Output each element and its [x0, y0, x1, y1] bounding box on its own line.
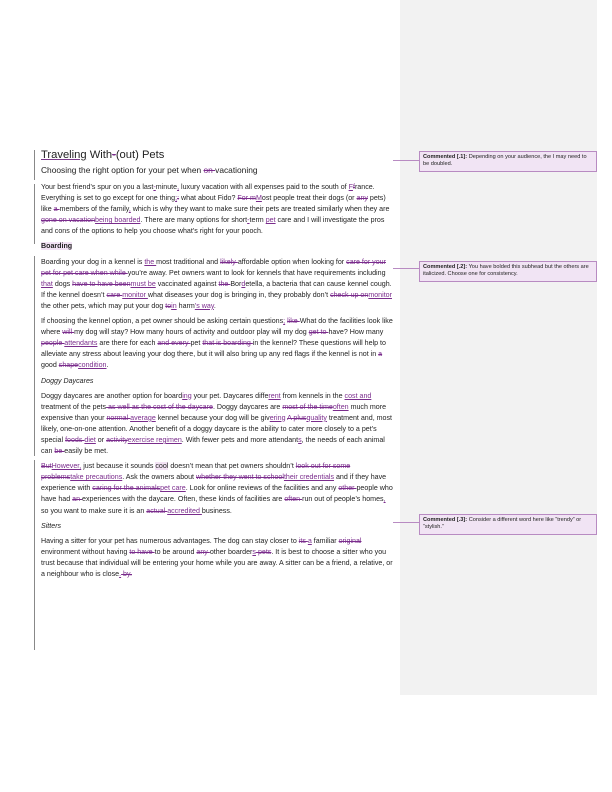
text-run: a [307, 536, 312, 545]
comment-label: Commented [.2]: [423, 264, 468, 270]
text-run: . [106, 361, 109, 370]
text-run: by. [121, 570, 132, 578]
comment-balloon-1[interactable] [419, 151, 597, 172]
text-run: . Look for online reviews of the facilities and any [185, 484, 339, 493]
text-run: much more expensive than your [41, 402, 387, 422]
text-run: . [213, 301, 216, 310]
text-run: . With fewer pets and more attendant [181, 435, 299, 444]
text-run: Having a sitter for your pet has numerous advantages. The dog can stay closer to [41, 536, 299, 545]
text-run: that is boarding [202, 339, 253, 348]
text-run: are there for each [97, 339, 158, 348]
text-run: . It is best to choose a sitter who you trust because that individual will be entering your home while you are away. A sitter can be a friend, a relative, or a neighbour who is close [41, 547, 393, 578]
intro-paragraph[interactable] [41, 182, 393, 237]
text-run: Doggy daycares are another option for board [41, 391, 183, 400]
text-run: being boarded [95, 216, 141, 225]
text-run: take precautions [70, 473, 123, 482]
text-run: rent [268, 391, 281, 400]
text-run: pet care [160, 484, 186, 493]
text-run: . Ask the owners about [122, 473, 196, 482]
text-run: , [177, 183, 180, 191]
boarding-paragraph-1[interactable] [41, 257, 393, 312]
text-run: or [95, 435, 107, 444]
text-run: . [119, 570, 122, 578]
text-run: condition [78, 361, 107, 370]
text-run: F [348, 183, 353, 191]
text-run: other [338, 484, 357, 493]
title-word: Traveling [41, 149, 87, 161]
text-run: in the kennel? These questions will help to alleviate any stress about leaving your dog there, but it will also bring up any red flags if the kennel is not in [41, 339, 386, 359]
text-run: a [378, 350, 383, 359]
text-run: any [196, 547, 210, 556]
text-run: be [54, 447, 65, 456]
comment-leader [393, 522, 419, 523]
heading-doggy-daycares[interactable]: Doggy Daycares [41, 376, 94, 385]
title-word: (out) Pets [115, 149, 165, 161]
text-run: cost and [344, 391, 372, 400]
daycare-paragraph-2[interactable] [41, 461, 393, 516]
text-run: caring for the animals [92, 484, 161, 493]
text-run: For m [237, 194, 256, 203]
text-run: easily be met. [64, 447, 109, 456]
text-run: so you want to make sure it is an [41, 506, 147, 515]
text-run: luxury vacation with all expenses paid to the south of [179, 183, 349, 191]
text-run: like [287, 317, 300, 326]
text-run: normal [106, 413, 131, 422]
text-run: their credentials [283, 473, 335, 482]
text-run: a [53, 205, 60, 214]
sitters-paragraph-1[interactable] [41, 536, 393, 580]
text-run: must be [130, 279, 156, 288]
text-run: attendants [64, 339, 98, 348]
text-run: , the needs of each animal can [41, 435, 385, 456]
text-run: minute [155, 183, 178, 191]
text-run: accredited [167, 506, 202, 515]
text-run: A plus [287, 413, 307, 422]
comment-text: Consider a different word here like “trendy” or “stylish.” [423, 517, 582, 531]
text-run: - [247, 216, 250, 225]
text-run: s [298, 435, 302, 444]
document-title[interactable] [41, 148, 393, 162]
text-run: s [252, 547, 256, 556]
text-run: foods [65, 435, 85, 444]
text-run: an [72, 495, 83, 504]
text-run: ; [175, 194, 178, 203]
text-run: monitor [122, 290, 148, 299]
text-run: the other pets, which may put your dog [41, 301, 166, 310]
text-run: term [249, 216, 266, 225]
text-run: most of the time [282, 402, 333, 411]
text-run: etella, a bacteria that can cause kennel cough. If the kennel doesn’t [41, 279, 392, 299]
text-run: exercise regimen [127, 435, 182, 444]
comment-leader [393, 160, 419, 161]
subtitle-text: Choosing the right option for your pet when [41, 165, 204, 175]
text-run: run out of people’s homes [302, 495, 384, 504]
text-run: actual [146, 506, 168, 515]
text-run: pets [255, 547, 272, 556]
boarding-paragraph-2[interactable] [41, 316, 393, 371]
text-run: will [62, 328, 75, 337]
text-run: just because it sounds [81, 462, 156, 471]
deleted-text: - [112, 149, 116, 161]
text-run: good [41, 361, 59, 370]
text-run: ; [283, 317, 286, 326]
text-run: ering [269, 413, 286, 422]
text-run: any [356, 194, 368, 203]
text-run: If choosing the kennel option, a pet owner should be asking certain questions [41, 317, 284, 326]
text-run: people who have had [41, 484, 393, 504]
text-run: and if they have experience with [41, 473, 387, 493]
heading-sitters[interactable]: Sitters [41, 521, 62, 530]
text-run: . Doggy daycares are [212, 402, 283, 411]
text-run: and every [157, 339, 191, 348]
text-run: have to have been [72, 279, 131, 288]
text-run: quality [306, 413, 327, 422]
document-body [41, 148, 393, 584]
subtitle-text: vacationing [215, 165, 258, 175]
text-run: ing [182, 391, 192, 400]
text-run: likely [220, 257, 238, 266]
text-run: most traditional and [156, 257, 221, 266]
text-run: care [106, 290, 123, 299]
text-run: the [218, 279, 231, 288]
text-run: doesn’t mean that pet owners shouldn’t [168, 462, 296, 471]
comment-text: You have bolded this subhead but the others are italicized. Choose one for consistency. [423, 264, 589, 278]
text-run: What do the facilities look like where [41, 317, 393, 337]
deleted-text: on [203, 165, 216, 175]
text-run: rance. Everything is set to go except for one thing [41, 183, 375, 203]
text-run: cool [155, 462, 169, 471]
text-run: my dog will stay? How many hours of activity and outdoor play will my dog [74, 328, 309, 337]
text-run: as well as the cost of the daycare [106, 402, 213, 411]
text-run: check up on [330, 290, 369, 299]
text-run: vaccinated against [155, 279, 219, 288]
text-run: have? How many [328, 328, 384, 337]
text-run: monitor [368, 290, 392, 299]
text-run: in [171, 301, 177, 310]
text-run: care and I will investigate the pros and cons of the options to help you choose what’s right for your pooch. [41, 216, 385, 236]
text-run: whether they went to school [196, 473, 284, 482]
text-run: . There are many options for short [140, 216, 248, 225]
comment-text: Depending on your audience, the I may need to be doubled. [423, 154, 587, 168]
text-run: the [144, 257, 157, 266]
text-run: while [109, 268, 128, 277]
text-run: dogs [52, 279, 73, 288]
change-bar [34, 150, 35, 180]
text-run: its [298, 536, 308, 545]
text-run: f [352, 183, 355, 191]
text-run: - [153, 183, 156, 191]
text-run: environment without having [41, 547, 130, 556]
text-run: familiar [311, 536, 339, 545]
text-run: affordable option when looking for [237, 257, 347, 266]
text-run: pets) like [41, 194, 386, 214]
text-run: people [41, 339, 65, 348]
text-run: treatment of the pets [41, 402, 107, 411]
text-run: what diseases your dog is bringing in, they probably don’t [147, 290, 331, 299]
comment-balloon-2[interactable] [419, 261, 597, 282]
change-bar [34, 460, 35, 650]
text-run: But [41, 462, 52, 471]
text-run: Boarding your dog in a kennel is [41, 257, 145, 266]
text-run: care for your pet for pet care when [41, 257, 386, 277]
comment-label: Commented [.3]: [423, 517, 468, 523]
text-run: experiences with the daycare. Often, these kinds of facilities are [82, 495, 285, 504]
comment-balloon-3[interactable] [419, 514, 597, 535]
text-run: ’s way [194, 301, 214, 310]
text-run: activity [106, 435, 128, 444]
text-run: look out for some problems [41, 462, 351, 482]
text-run: to be around [154, 547, 197, 556]
text-run: gone on vacation [41, 216, 96, 225]
text-run: pet [265, 216, 276, 225]
text-run: business. [201, 506, 232, 515]
text-run: d [241, 279, 246, 288]
daycare-paragraph-1[interactable] [41, 391, 393, 458]
text-run: : [177, 194, 180, 203]
document-subtitle[interactable] [41, 164, 393, 176]
text-run: your pet. Daycares diffe [191, 391, 269, 400]
text-run: harm [176, 301, 195, 310]
text-run: other boarder [209, 547, 253, 556]
heading-boarding[interactable] [41, 241, 393, 252]
markup-pane [400, 0, 597, 695]
text-run: shape [58, 361, 79, 370]
text-run: ost people treat their dogs (or [261, 194, 357, 203]
text-run: members of the family [59, 205, 129, 214]
text-run: diet [84, 435, 96, 444]
text-run: that [41, 279, 53, 288]
text-run: which is why they want to make sure their pets are treated similarly when they are [130, 205, 390, 214]
text-run: average [130, 413, 156, 422]
title-word: With [86, 149, 113, 161]
change-bar [34, 184, 35, 244]
text-run: original [338, 536, 362, 545]
text-run: Bor [230, 279, 242, 288]
change-bar [34, 256, 35, 456]
text-run: kennel because your dog will be giv [155, 413, 270, 422]
text-run: However, [51, 462, 82, 471]
text-run: pet [190, 339, 203, 348]
text-run: to have [129, 547, 155, 556]
comment-leader [393, 268, 419, 269]
text-run: to [165, 301, 172, 310]
text-run: Your best friend’s spur on you a last [41, 183, 154, 191]
text-run: M [255, 194, 262, 203]
text-run: often [284, 495, 303, 504]
text-run: get to [308, 328, 329, 337]
text-run: treatment and, most likely, one-on-one attention. Another benefit of a doggy daycare is the ability to cater more closely to a pet’s special [41, 413, 393, 444]
text-run: often [332, 402, 349, 411]
text-run: , [383, 495, 386, 504]
text-run: you’re away. Pet owners want to look for kennels that have requirements including [127, 268, 386, 277]
comment-label: Commented [.1]: [423, 154, 468, 160]
text-run: Boarding [41, 242, 73, 251]
text-run: , [128, 205, 131, 214]
text-run: from kennels in the [280, 391, 345, 400]
text-run: what about Fido? [179, 194, 238, 203]
